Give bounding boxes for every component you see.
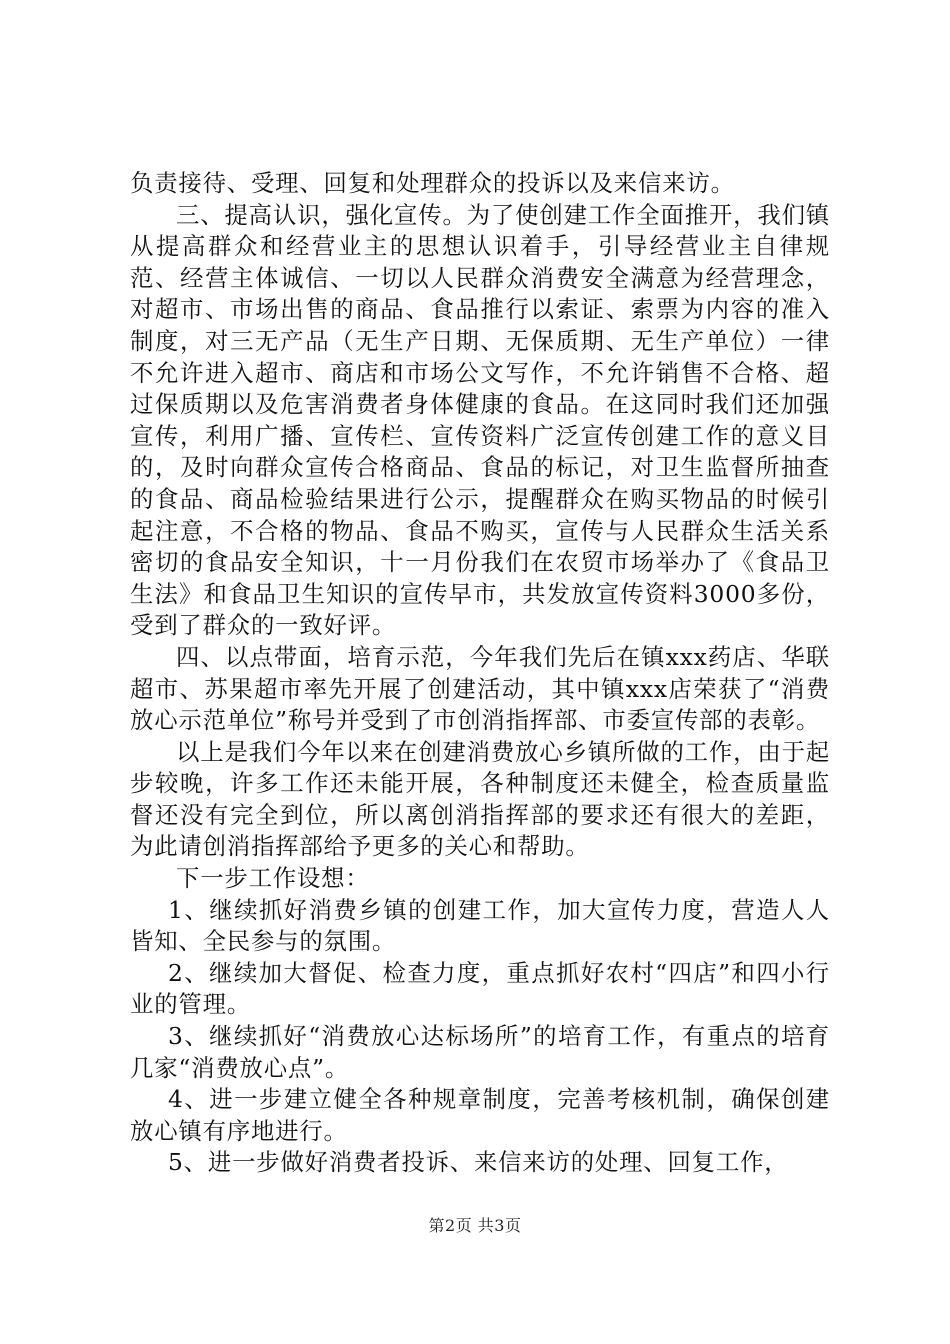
page-number-footer: 第2页 共3页 bbox=[428, 1216, 522, 1235]
paragraph-next-steps-heading: 下一步工作设想： bbox=[176, 864, 370, 893]
list-item-1: 1、继续抓好消费乡镇的创建工作，加大宣传力度，营造人人皆知、全民参与的氛围。 bbox=[130, 895, 830, 956]
paragraph-summary: 以上是我们今年以来在创建消费放心乡镇所做的工作，由于起步较晚，许多工作还未能开展，各种制度还未健全，检查质量监督还没有完全到位，所以离创消指挥部的要求还有很大的差距，为此请创消指挥部给予更多的关心和帮助。 bbox=[130, 737, 830, 861]
list-item-4: 4、进一步建立健全各种规章制度，完善考核机制，确保创建放心镇有序地进行。 bbox=[130, 1085, 830, 1145]
list-item-5: 5、进一步做好消费者投诉、来信来访的处理、回复工作， bbox=[168, 1148, 789, 1177]
document-body bbox=[130, 168, 830, 1179]
paragraph-continuation: 负责接待、受理、回复和处理群众的投诉以及来信来访。 bbox=[130, 169, 735, 197]
paragraph-section-four: 四、以点带面，培育示范，今年我们先后在镇xxx药店、华联超市、苏果超市率先开展了创建活动，其中镇xxx店荣获了“消费放心示范单位”称号并受到了市创消指挥部、市委宣传部的表彰。 bbox=[130, 642, 830, 735]
list-item-2: 2、继续加大督促、检查力度，重点抓好农村“四店”和四小行业的管理。 bbox=[130, 958, 830, 1019]
paragraph-section-three: 三、提高认识，强化宣传。为了使创建工作全面推开，我们镇从提高群众和经营业主的思想认识着手，引导经营业主自律规范、经营主体诚信、一切以人民群众消费安全满意为经营理念，对超市、市场出售的商品、食品推行以索证、索票为内容的准入制度，对三无产品（无生产日期、无保质期、无生产单位）一律不允许进入超市、商店和市场公文写作，不允许销售不合格、超过保质期以及危害消费者身体健康的食品。在这同时我们还加强宣传，利用广播、宣传栏、宣传资料广泛宣传创建工作的意义目的，及时向群众宣传合格商品、食品的标记，对卫生监督所抽查的食品、商品检验结果进行公示，提醒群众在购买物品的时候引起注意，不合格的物品、食品不购买，宣传与人民群众生活关系密切的食品安全知识，十一月份我们在农贸市场举办了《食品卫生法》和食品卫生知识的宣传早市，共发放宣传资料3000多份，受到了群众的一致好评。 bbox=[130, 200, 830, 640]
list-item-3: 3、继续抓好“消费放心达标场所”的培育工作，有重点的培育几家“消费放心点”。 bbox=[130, 1022, 830, 1082]
